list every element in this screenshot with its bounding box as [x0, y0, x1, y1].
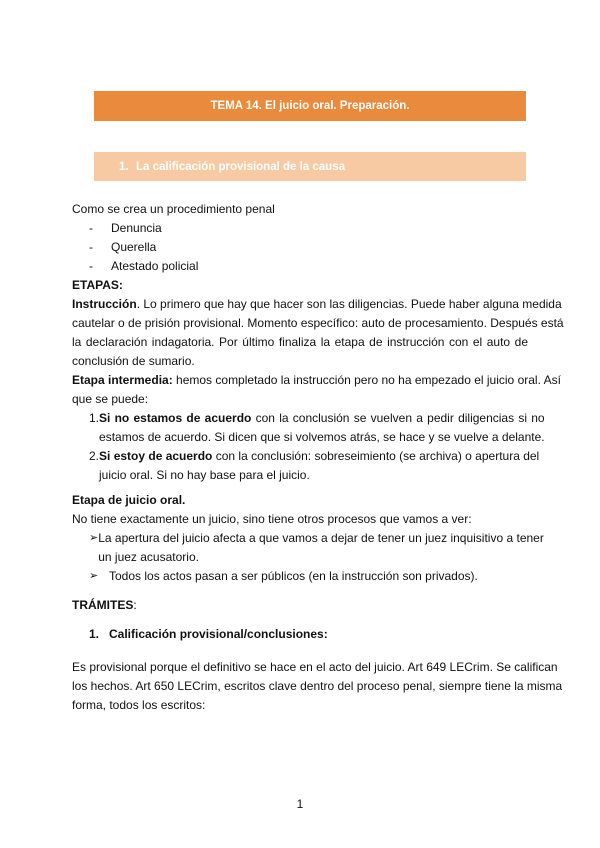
option-item: 1. Si no estamos de acuerdo con la conclusión se vuelven a pedir diligencias si no estamos de acuerdo. Si dicen que si volvemos atrás, se hace y se vuelve a delante. [89, 411, 545, 444]
topic-title: TEMA 14. El juicio oral. Preparación. [210, 100, 410, 112]
dash-bullet: - [89, 240, 93, 254]
intro-text: Como se crea un procedimiento penal [72, 202, 275, 216]
tramites-step: 1. Calificación provisional/conclusiones: [89, 627, 328, 641]
arrow-bullet-icon: ➢ [89, 532, 99, 544]
document-body [72, 200, 564, 715]
section-number: 1. [119, 160, 129, 173]
list-item: - Atestado policial [72, 257, 528, 276]
section-banner [94, 152, 526, 181]
tramites-heading: TRÁMITES: [72, 598, 137, 612]
option-item: 2. Si estoy de acuerdo con la conclusión: sobreseimiento (se archiva) o apertura del juicio oral. Si no hay base para el juicio. [89, 449, 540, 482]
intermedia-line-1: Etapa intermedia: hemos completado la instrucción pero no ha empezado el juicio oral. Así [72, 373, 561, 387]
arrow-bullet-icon: ➢ [89, 570, 99, 582]
juicio-oral-heading: Etapa de juicio oral. [72, 493, 186, 507]
instruccion-line-2: cautelar o de prisión provisional. Momento específico: auto de procesamiento. Después está [72, 316, 564, 330]
tramites-paragraph-line-3: forma, todos los escritos: [72, 698, 206, 712]
page-number: 1 [296, 797, 304, 811]
topic-title-banner [94, 91, 526, 121]
dash-bullet: - [89, 259, 93, 273]
tramites-paragraph-line-1: Es provisional porque el definitivo se hace en el acto del juicio. Art 649 LECrim. Se califican [72, 660, 558, 674]
intermedia-line-2: que se puede: [72, 392, 149, 406]
list-item: - Querella [72, 238, 528, 257]
instruccion-line-1: Instrucción. Lo primero que hay que hacer son las diligencias. Puede haber alguna medida [72, 297, 562, 311]
arrow-list-item: ➢ La apertura del juicio afecta a que vamos a dejar de tener un juez inquisitivo a tener un juez acusatorio. [89, 529, 528, 567]
dash-bullet: - [89, 221, 93, 235]
instruccion-line-4: conclusión de sumario. [72, 354, 195, 368]
juicio-oral-text: No tiene exactamente un juicio, sino tiene otros procesos que vamos a ver: [72, 512, 472, 526]
tramites-paragraph-line-2: los hechos. Art 650 LECrim, escritos clave dentro del proceso penal, siempre tiene la misma [72, 679, 563, 693]
section-title: La calificación provisional de la causa [136, 160, 345, 173]
arrow-list-item: ➢ Todos los actos pasan a ser públicos (en la instrucción son privados). [89, 567, 528, 586]
etapas-heading: ETAPAS: [72, 278, 123, 292]
list-item: - Denuncia [72, 219, 528, 238]
instruccion-line-3: la declaración indagatoria. Por último finaliza la etapa de instrucción con el auto de [72, 335, 528, 349]
